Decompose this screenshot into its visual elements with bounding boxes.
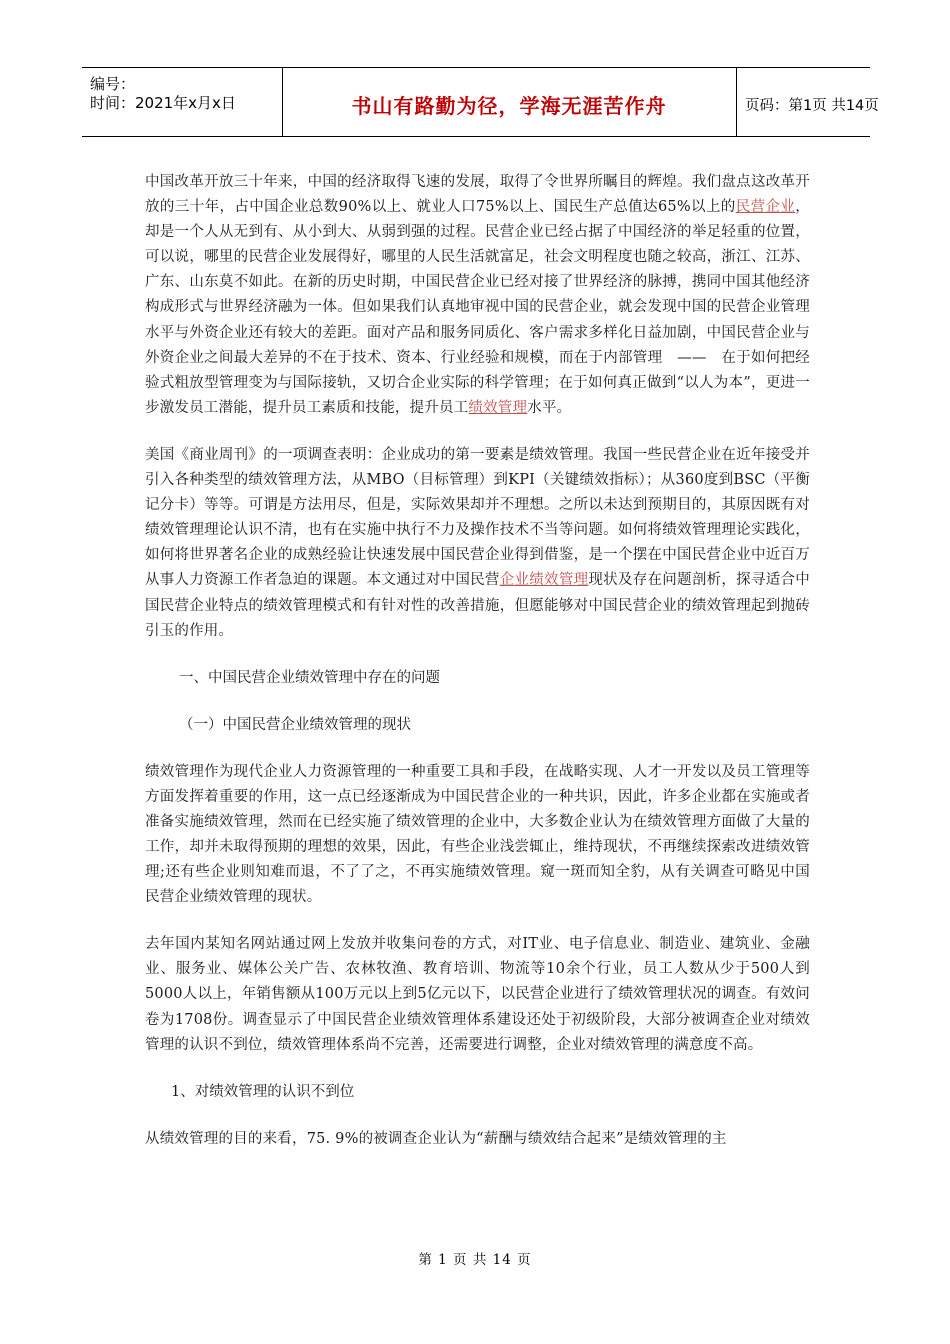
number-label: 编号： <box>90 75 136 93</box>
document-header <box>82 67 879 137</box>
link-enterprise-performance-management[interactable]: 企业绩效管理 <box>499 572 589 589</box>
paragraph-text: 中国改革开放三十年来，中国的经济取得飞速的发展，取得了令世界所瞩目的辉煌。我们盘点这改革开放的三十年，占中国企业总数90%以上、就业人口75%以上、国民生产总值达65%以上的 <box>145 174 810 216</box>
link-private-enterprise[interactable]: 民营企业 <box>735 199 796 216</box>
header-page-cell <box>737 68 879 136</box>
paragraph-text: ，却是一个人从无到有、从小到大、从弱到强的过程。民营企业已经占据了中国经济的举足轻重的位置，可以说，哪里的民营企业发展得好，哪里的人民生活就富足，社会文明程度也随之较高，浙江、江苏、广东、山东莫不如此。在新的历史时期，中国民营企业已经对接了世界经济的脉搏，携同中国其他经济构成形式与世界经济融为一体。但如果我们认真地审视中国的民营企业，就会发现中国的民营企业管理水平与外资企业还有较大的差距。面对产品和服务同质化、客户需求多样化日益加剧，中国民营企业与外资企业之间最大差异的不在于技术、资本、行业经验和规模，而在于内部管理 —— 在于如何把经验式粗放型管理变为与国际接轨，又切合企业实际的科学管理；在于如何真正做到“以人为本”，更进一步激发员工潜能，提升员工素质和技能，提升员工 <box>145 199 810 416</box>
document-body <box>145 170 810 1152</box>
header-motto-cell <box>282 68 737 136</box>
header-meta-cell <box>82 68 283 136</box>
paragraph-text: 现状及存在问题剖析，探寻适合中国民营企业特点的绩效管理模式和有针对性的改善措施，但愿能够对中国民营企业的绩效管理起到抛砖引玉的作用。 <box>145 572 810 639</box>
section-heading-numbered-1: 1、对绩效管理的认识不到位 <box>171 1083 355 1100</box>
section-heading-1-1: （一）中国民营企业绩效管理的现状 <box>179 716 411 733</box>
page-code: 页码：第1页 共14页 <box>745 98 879 114</box>
page-footer: 第 1 页 共 14 页 <box>418 1252 532 1268</box>
section-heading-1: 一、中国民营企业绩效管理中存在的问题 <box>179 669 440 686</box>
paragraph-text: 美国《商业周刊》的一项调查表明：企业成功的第一要素是绩效管理。我国一些民营企业在近年接受并引入各种类型的绩效管理方法，从MBO（目标管理）到KPI（关键绩效指标）；从360度到BSC（平衡记分卡）等等。可谓是方法用尽，但是，实际效果却并不理想。之所以未达到预期目的，其原因既有对绩效管理理论认识不清，也有在实施中执行不力及操作技术不当等问题。如何将绩效管理理论实践化，如何将世界著名企业的成熟经验让快速发展中国民营企业得到借鉴，是一个摆在中国民营企业中近百万从事人力资源工作者急迫的课题。本文通过对中国民营 <box>145 446 810 589</box>
paragraph-text: 水平。 <box>527 399 572 416</box>
paragraph-intro <box>145 170 810 421</box>
paragraph-survey: 去年国内某知名网站通过网上发放并收集问卷的方式，对IT业、电子信息业、制造业、建筑业、金融业、服务业、媒体公关广告、农林牧渔、教育培训、物流等10余个行业，员工人数从少于500人到5000人以上，年销售额从100万元以上到5亿元以下，以民营企业进行了绩效管理状况的调查。有效问卷为1708份。调查显示了中国民营企业绩效管理体系建设还处于初级阶段，大部分被调查企业对绩效管理的认识不到位，绩效管理体系尚不完善，还需要进行调整，企业对绩效管理的满意度不高。 <box>145 936 810 1053</box>
link-performance-management[interactable]: 绩效管理 <box>468 399 528 416</box>
time-label: 时间：2021年x月x日 <box>90 94 236 112</box>
paragraph-status: 绩效管理作为现代企业人力资源管理的一种重要工具和手段，在战略实现、人才一开发以及员工管理等方面发挥着重要的作用，这一点已经逐渐成为中国民营企业的一种共识，因此，许多企业都在实施或者准备实施绩效管理，然而在已经实施了绩效管理的企业中，大多数企业认为在绩效管理方面做了大量的工作，却并未取得预期的理想的效果，因此，有些企业浅尝辄止，维持现状，不再继续探索改进绩效管理;还有些企业则知难而退，不了了之，不再实施绩效管理。窥一斑而知全豹，从有关调查可略见中国民营企业绩效管理的现状。 <box>145 763 810 906</box>
paragraph-business-week <box>145 443 810 644</box>
motto-text: 书山有路勤为径，学海无涯苦作舟 <box>351 94 667 118</box>
paragraph-purpose: 从绩效管理的目的来看，75. 9%的被调查企业认为“薪酬与绩效结合起来”是绩效管理的主 <box>145 1130 727 1147</box>
